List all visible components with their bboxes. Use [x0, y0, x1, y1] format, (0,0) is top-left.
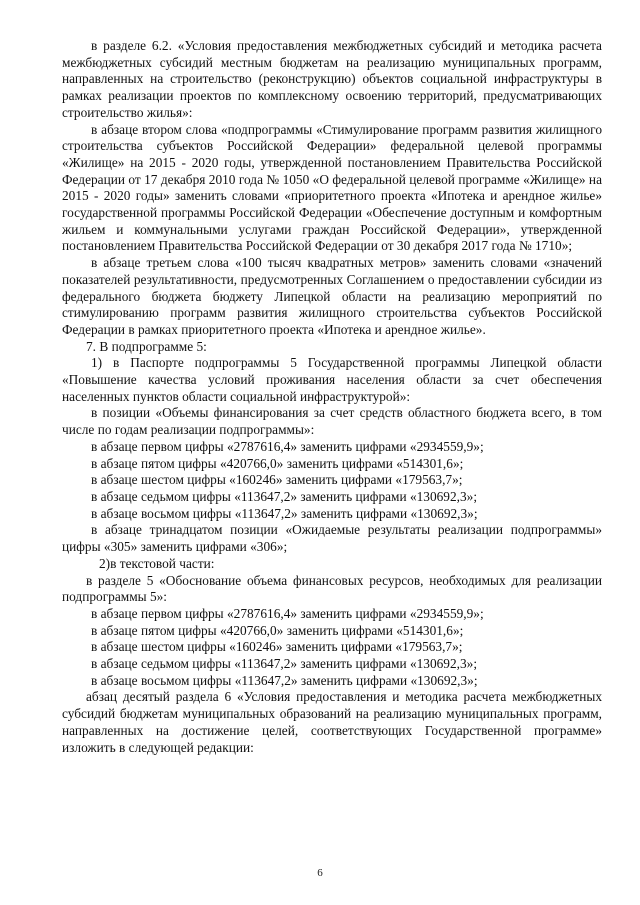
- paragraph-thirteenth: в абзаце тринадцатом позиции «Ожидаемые результаты реализации подпрограммы» цифры «305» заменить цифрами «306»;: [62, 522, 602, 555]
- list-item: в абзаце седьмом цифры «113647,2» заменить цифрами «130692,3»;: [91, 488, 478, 504]
- page-number: 6: [317, 867, 323, 879]
- paragraph-abzac-tretem: в абзаце третьем слова «100 тысяч квадратных метров» заменить словами «значений показателей результативности, предусмотренных Соглашением о предоставлении субсидии из федерального бюджета бюджету Липецкой области на реализацию мероприятий по стимулированию программ развития жилищного строительства субъектов Российской Федерации в рамках приоритетного проекта «Ипотека и арендное жилье».: [62, 255, 602, 337]
- paragraph-text-part: 2)в текстовой части:: [99, 555, 215, 571]
- paragraph-final: абзац десятый раздела 6 «Условия предоставления и методика расчета межбюджетных субсидий бюджетам муниципальных образований на реализацию муниципальных программ, направленных на достижение целей, соответствующих Государственной программе» изложить в следующей редакции:: [62, 689, 602, 755]
- list-item: в абзаце шестом цифры «160246» заменить цифрами «179563,7»;: [91, 472, 463, 488]
- list-item: в абзаце пятом цифры «420766,0» заменить цифрами «514301,6»;: [91, 622, 464, 638]
- list-item: в абзаце восьмом цифры «113647,2» заменить цифрами «130692,3»;: [91, 672, 478, 688]
- list-item: в абзаце первом цифры «2787616,4» заменить цифрами «2934559,9»;: [91, 438, 484, 454]
- list-item: в абзаце восьмом цифры «113647,2» заменить цифрами «130692,3»;: [91, 505, 478, 521]
- list-item: в абзаце седьмом цифры «113647,2» заменить цифрами «130692,3»;: [91, 656, 478, 672]
- list-item: в абзаце первом цифры «2787616,4» заменить цифрами «2934559,9»;: [91, 605, 484, 621]
- document-body: [62, 38, 602, 756]
- paragraph-section-6-2: в разделе 6.2. «Условия предоставления межбюджетных субсидий и методика расчета межбюджетных субсидий местным бюджетам на реализацию муниципальных программ, направленных на строительство (реконструкцию) объектов социальной инфраструктуры в рамках реализации проектов по комплексному освоению территорий, предусматривающих строительство жилья»:: [62, 38, 602, 120]
- paragraph-passport: 1) в Паспорте подпрограммы 5 Государственной программы Липецкой области «Повышение качества условий проживания населения области за счет обеспечения населенных пунктов области социальной инфраструктурой»:: [62, 355, 602, 404]
- list-item: в абзаце шестом цифры «160246» заменить цифрами «179563,7»;: [91, 639, 463, 655]
- paragraph-section-5: в разделе 5 «Обоснование объема финансовых ресурсов, необходимых для реализации подпрограммы 5»:: [62, 572, 602, 605]
- list-item: в абзаце пятом цифры «420766,0» заменить цифрами «514301,6»;: [91, 455, 464, 471]
- paragraph-subprogram-5: 7. В подпрограмме 5:: [86, 338, 207, 354]
- paragraph-abzac-vtorom: в абзаце втором слова «подпрограммы «Стимулирование программ развития жилищного строительства субъектов Российской Федерации» федеральной целевой программы «Жилище» на 2015 - 2020 годы, утвержденной постановлением Правительства Российской Федерации от 17 декабря 2010 года № 1050 «О федеральной целевой программе «Жилище» на 2015 - 2020 годы» заменить словами «приоритетного проекта «Ипотека и арендное жилье» государственной программы Российской Федерации «Обеспечение доступным и комфортным жильем и коммунальными услугами граждан Российской Федерации», утвержденной постановлением Правительства Российской Федерации от 30 декабря 2017 года № 1710»;: [62, 121, 602, 254]
- paragraph-financing-position: в позиции «Объемы финансирования за счет средств областного бюджета всего, в том числе по годам реализации подпрограммы»:: [62, 405, 602, 438]
